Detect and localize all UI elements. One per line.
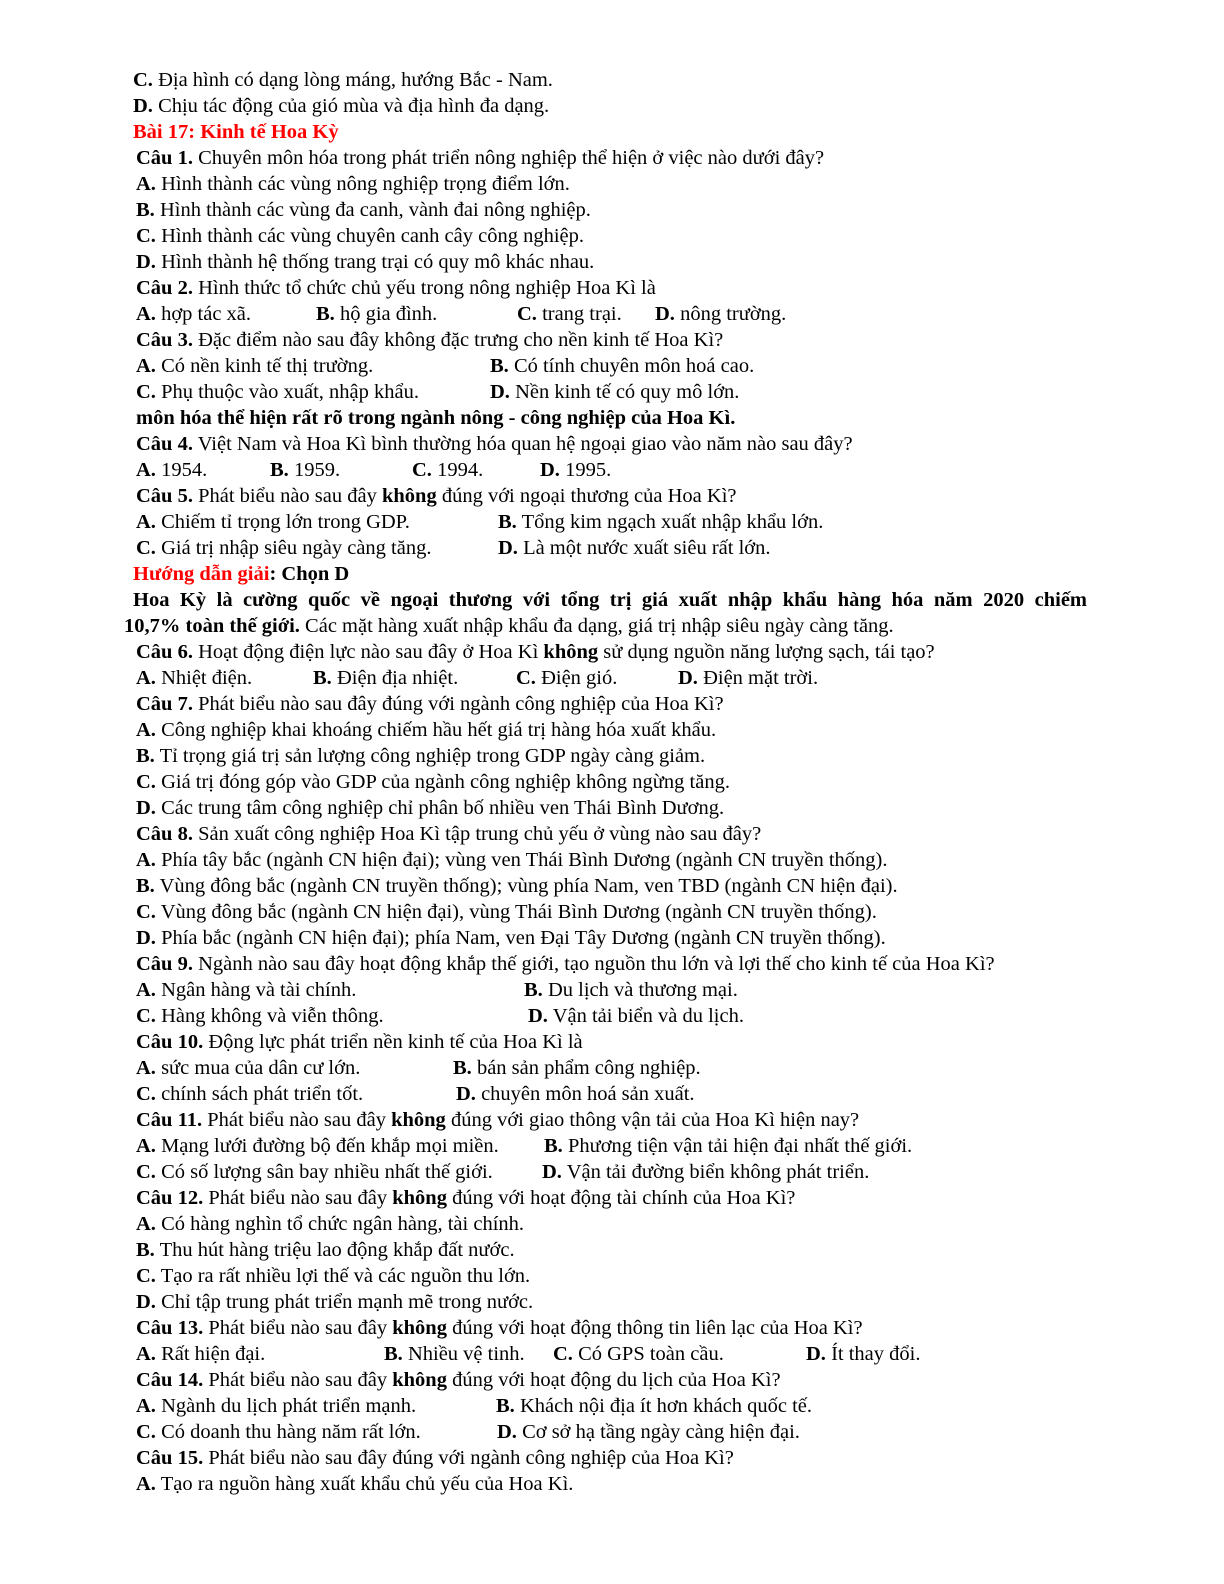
question-7 xyxy=(136,691,724,717)
q7-option-b xyxy=(136,743,705,769)
option-text: Giá trị nhập siêu ngày càng tăng. xyxy=(155,537,432,559)
guide-answer: : Chọn D xyxy=(269,563,350,585)
question-keyword: không xyxy=(543,641,599,663)
option-text: Có tính chuyên môn hoá cao. xyxy=(508,355,755,377)
option-key: D. xyxy=(136,927,156,949)
q8-option-a xyxy=(136,847,887,873)
option-text: Hình thành các vùng chuyên canh cây công nghiệp. xyxy=(155,225,585,247)
option-key: D. xyxy=(133,95,153,117)
option-key: C. xyxy=(136,1083,156,1105)
option-text: Điện gió. xyxy=(535,667,618,689)
option-text: Ít thay đổi. xyxy=(825,1343,921,1365)
option-text: Ngân hàng và tài chính. xyxy=(155,979,357,1001)
q3-option-a xyxy=(136,353,373,379)
question-text: Hoạt động điện lực nào sau đây ở Hoa Kì xyxy=(192,641,544,663)
explanation-text: Các mặt hàng xuất nhập khẩu đa dạng, giá trị nhập siêu ngày càng tăng. xyxy=(299,615,894,637)
option-key: A. xyxy=(136,511,156,533)
explanation-line-1: Hoa Kỳ là cường quốc về ngoại thương với tổng trị giá xuất nhập khẩu hàng hóa năm 2020 chiếm xyxy=(133,589,1087,611)
option-key: D. xyxy=(497,1421,517,1443)
question-number: Câu 11. xyxy=(136,1109,203,1131)
q6-option-d xyxy=(678,665,818,691)
question-number: Câu 8. xyxy=(136,823,193,845)
option-key: B. xyxy=(490,355,509,377)
option-key: A. xyxy=(136,1343,156,1365)
q14-option-c xyxy=(136,1419,421,1445)
guide-label: Hướng dẫn giải xyxy=(133,563,270,585)
q8-option-d xyxy=(136,925,886,951)
option-key: A. xyxy=(136,667,156,689)
option-key: D. xyxy=(136,251,156,273)
option-text: Là một nước xuất siêu rất lớn. xyxy=(517,537,771,559)
question-text: đúng với hoạt động thông tin liên lạc của Hoa Kì? xyxy=(446,1317,863,1339)
question-number: Câu 15. xyxy=(136,1447,204,1469)
q6-option-c xyxy=(516,665,617,691)
option-key: A. xyxy=(136,355,156,377)
question-text: Phát biểu nào sau đây xyxy=(203,1369,393,1391)
option-text: Hình thành các vùng nông nghiệp trọng điểm lớn. xyxy=(155,173,570,195)
question-text: đúng với hoạt động tài chính của Hoa Kì? xyxy=(446,1187,796,1209)
option-text: Tổng kim ngạch xuất nhập khẩu lớn. xyxy=(516,511,824,533)
option-text: Phương tiện vận tải hiện đại nhất thế giới. xyxy=(562,1135,913,1157)
option-key: D. xyxy=(678,667,698,689)
question-keyword: không xyxy=(391,1109,446,1131)
question-text: Phát biểu nào sau đây đúng với ngành công nghiệp của Hoa Kì? xyxy=(192,693,724,715)
question-9 xyxy=(136,951,995,977)
option-key: D. xyxy=(528,1005,548,1027)
question-text: Đặc điểm nào sau đây không đặc trưng cho nền kinh tế Hoa Kì? xyxy=(192,329,724,351)
option-text: hợp tác xã. xyxy=(155,303,252,325)
question-text: Phát biểu nào sau đây xyxy=(202,1109,392,1131)
option-text: Phụ thuộc vào xuất, nhập khẩu. xyxy=(155,381,419,403)
option-text: chuyên môn hoá sản xuất. xyxy=(475,1083,695,1105)
option-key: A. xyxy=(136,719,156,741)
question-5 xyxy=(136,483,737,509)
option-text: Các trung tâm công nghiệp chỉ phân bố nhiều ven Thái Bình Dương. xyxy=(155,797,725,819)
option-text: Tỉ trọng giá trị sản lượng công nghiệp trong GDP ngày càng giảm. xyxy=(154,745,706,767)
question-number: Câu 5. xyxy=(136,485,193,507)
option-text: Có doanh thu hàng năm rất lớn. xyxy=(155,1421,421,1443)
option-d xyxy=(133,93,549,119)
q6-option-a xyxy=(136,665,252,691)
option-text: Có số lượng sân bay nhiều nhất thế giới. xyxy=(155,1161,493,1183)
q5-option-c xyxy=(136,535,431,561)
option-text: 1959. xyxy=(288,459,341,481)
q11-option-c xyxy=(136,1159,493,1185)
option-key: D. xyxy=(806,1343,826,1365)
option-text: Cơ sở hạ tầng ngày càng hiện đại. xyxy=(516,1421,800,1443)
option-key: B. xyxy=(313,667,332,689)
question-number: Câu 14. xyxy=(136,1369,204,1391)
q11-option-b xyxy=(544,1133,912,1159)
option-key: D. xyxy=(540,459,560,481)
question-number: Câu 1. xyxy=(136,147,193,169)
question-text: Chuyên môn hóa trong phát triển nông nghiệp thể hiện ở việc nào dưới đây? xyxy=(192,147,825,169)
question-10 xyxy=(136,1029,583,1055)
q4-option-a xyxy=(136,457,207,483)
option-text: bán sản phẩm công nghiệp. xyxy=(471,1057,701,1079)
question-number: Câu 10. xyxy=(136,1031,204,1053)
option-text: Vùng đông bắc (ngành CN truyền thống); vùng phía Nam, ven TBD (ngành CN hiện đại). xyxy=(154,875,898,897)
q5-option-b xyxy=(498,509,823,535)
q11-option-a xyxy=(136,1133,499,1159)
question-number: Câu 4. xyxy=(136,433,193,455)
option-text: Chỉ tập trung phát triển mạnh mẽ trong nước. xyxy=(155,1291,534,1313)
q2-option-b xyxy=(316,301,437,327)
question-13 xyxy=(136,1315,863,1341)
option-c xyxy=(133,67,553,93)
q4-option-d xyxy=(540,457,611,483)
option-text: Nền kinh tế có quy mô lớn. xyxy=(509,381,740,403)
option-text: Có hàng nghìn tổ chức ngân hàng, tài chính. xyxy=(155,1213,525,1235)
question-2 xyxy=(136,275,656,301)
lesson-title: Bài 17: Kinh tế Hoa Kỳ xyxy=(133,121,339,143)
question-text: Phát biểu nào sau đây xyxy=(192,485,382,507)
option-text: Vận tải đường biển không phát triển. xyxy=(561,1161,870,1183)
question-keyword: không xyxy=(392,1369,447,1391)
q12-option-d xyxy=(136,1289,533,1315)
question-number: Câu 9. xyxy=(136,953,193,975)
option-key: B. xyxy=(316,303,335,325)
option-text: Điện mặt trời. xyxy=(697,667,819,689)
explanation-bold: 10,7% toàn thế giới. xyxy=(124,615,300,637)
question-number: Câu 2. xyxy=(136,277,193,299)
option-key: C. xyxy=(133,69,153,91)
question-text: Động lực phát triển nền kinh tế của Hoa Kì là xyxy=(203,1031,583,1053)
q10-option-a xyxy=(136,1055,360,1081)
option-text: Tạo ra nguồn hàng xuất khẩu chủ yếu của Hoa Kì. xyxy=(155,1473,574,1495)
question-1 xyxy=(136,145,824,171)
question-keyword: không xyxy=(392,1187,447,1209)
explanation-line-2 xyxy=(124,613,894,639)
option-key: B. xyxy=(453,1057,472,1079)
option-text: Chịu tác động của gió mùa và địa hình đa dạng. xyxy=(152,95,550,117)
option-text: sức mua của dân cư lớn. xyxy=(155,1057,361,1079)
option-text: chính sách phát triển tốt. xyxy=(155,1083,364,1105)
option-key: C. xyxy=(517,303,537,325)
option-key: B. xyxy=(136,875,155,897)
option-key: A. xyxy=(136,849,156,871)
question-keyword: không xyxy=(381,485,437,507)
q1-option-a xyxy=(136,171,570,197)
q2-option-d xyxy=(655,301,786,327)
option-key: B. xyxy=(136,199,155,221)
option-key: D. xyxy=(136,1291,156,1313)
q1-option-d xyxy=(136,249,594,275)
option-text: Ngành du lịch phát triển mạnh. xyxy=(155,1395,417,1417)
option-key: C. xyxy=(136,225,156,247)
option-key: C. xyxy=(412,459,432,481)
question-4 xyxy=(136,431,853,457)
option-text: Có GPS toàn cầu. xyxy=(572,1343,724,1365)
option-key: C. xyxy=(553,1343,573,1365)
q9-option-a xyxy=(136,977,356,1003)
option-text: Có nền kinh tế thị trường. xyxy=(155,355,374,377)
option-key: C. xyxy=(136,901,156,923)
q7-option-c xyxy=(136,769,730,795)
question-text: Hình thức tổ chức chủ yếu trong nông nghiệp Hoa Kì là xyxy=(192,277,656,299)
option-key: B. xyxy=(524,979,543,1001)
q3-option-c xyxy=(136,379,419,405)
option-key: D. xyxy=(456,1083,476,1105)
q13-option-a xyxy=(136,1341,265,1367)
option-text: Du lịch và thương mại. xyxy=(542,979,738,1001)
option-text: Nhiều vệ tinh. xyxy=(402,1343,525,1365)
question-text: Sản xuất công nghiệp Hoa Kì tập trung chủ yếu ở vùng nào sau đây? xyxy=(192,823,762,845)
option-key: C. xyxy=(136,771,156,793)
question-text: Phát biểu nào sau đây đúng với ngành công nghiệp của Hoa Kì? xyxy=(203,1447,734,1469)
q11-option-d xyxy=(542,1159,869,1185)
question-12 xyxy=(136,1185,795,1211)
q3-option-d xyxy=(490,379,739,405)
option-key: B. xyxy=(496,1395,515,1417)
question-text: Phát biểu nào sau đây xyxy=(203,1187,393,1209)
q12-option-b xyxy=(136,1237,515,1263)
option-key: A. xyxy=(136,459,156,481)
option-key: A. xyxy=(136,979,156,1001)
option-text: Địa hình có dạng lòng máng, hướng Bắc - Nam. xyxy=(152,69,553,91)
option-text: Vùng đông bắc (ngành CN hiện đại), vùng Thái Bình Dương (ngành CN truyền thống). xyxy=(155,901,877,923)
option-text: Chiếm tỉ trọng lớn trong GDP. xyxy=(155,511,410,533)
option-text: Phía tây bắc (ngành CN hiện đại); vùng ven Thái Bình Dương (ngành CN truyền thống). xyxy=(155,849,888,871)
question-3 xyxy=(136,327,723,353)
option-key: B. xyxy=(498,511,517,533)
option-key: A. xyxy=(136,1057,156,1079)
q10-option-c xyxy=(136,1081,363,1107)
q8-option-b xyxy=(136,873,898,899)
option-text: Hình thành các vùng đa canh, vành đai nông nghiệp. xyxy=(154,199,591,221)
option-text: Vận tải biển và du lịch. xyxy=(547,1005,744,1027)
question-text: đúng với hoạt động du lịch của Hoa Kì? xyxy=(446,1369,781,1391)
q1-option-b xyxy=(136,197,591,223)
question-8 xyxy=(136,821,761,847)
option-key: B. xyxy=(270,459,289,481)
q13-option-c xyxy=(553,1341,724,1367)
option-text: Rất hiện đại. xyxy=(155,1343,266,1365)
option-key: D. xyxy=(655,303,675,325)
q9-option-d xyxy=(528,1003,744,1029)
option-text: Hàng không và viễn thông. xyxy=(155,1005,384,1027)
q5-option-d xyxy=(498,535,770,561)
q10-option-d xyxy=(456,1081,695,1107)
option-key: A. xyxy=(136,1473,156,1495)
option-key: C. xyxy=(136,1421,156,1443)
option-key: B. xyxy=(136,1239,155,1261)
option-key: D. xyxy=(498,537,518,559)
option-key: A. xyxy=(136,1395,156,1417)
q14-option-d xyxy=(497,1419,800,1445)
option-text: Nhiệt điện. xyxy=(155,667,253,689)
q9-option-b xyxy=(524,977,738,1003)
option-key: B. xyxy=(136,745,155,767)
question-6 xyxy=(136,639,935,665)
option-text: 1954. xyxy=(155,459,208,481)
question-keyword: không xyxy=(392,1317,447,1339)
option-text: Tạo ra rất nhiều lợi thế và các nguồn thu lớn. xyxy=(155,1265,531,1287)
q13-option-d xyxy=(806,1341,920,1367)
q10-option-b xyxy=(453,1055,701,1081)
question-text: Phát biểu nào sau đây xyxy=(203,1317,393,1339)
q2-option-c xyxy=(517,301,622,327)
question-11 xyxy=(136,1107,859,1133)
option-text: Điện địa nhiệt. xyxy=(331,667,459,689)
option-text: 1994. xyxy=(431,459,484,481)
q7-option-d xyxy=(136,795,724,821)
q7-option-a xyxy=(136,717,716,743)
option-key: A. xyxy=(136,1213,156,1235)
question-number: Câu 6. xyxy=(136,641,193,663)
question-number: Câu 13. xyxy=(136,1317,204,1339)
q14-option-b xyxy=(496,1393,812,1419)
option-text: 1995. xyxy=(559,459,612,481)
q4-option-c xyxy=(412,457,483,483)
option-key: A. xyxy=(136,303,156,325)
option-text: Hình thành hệ thống trang trại có quy mô khác nhau. xyxy=(155,251,595,273)
option-text: Giá trị đóng góp vào GDP của ngành công nghiệp không ngừng tăng. xyxy=(155,771,730,793)
q6-option-b xyxy=(313,665,458,691)
option-text: trang trại. xyxy=(536,303,622,325)
q2-option-a xyxy=(136,301,251,327)
question-number: Câu 7. xyxy=(136,693,193,715)
option-text: nông trường. xyxy=(674,303,787,325)
option-key: C. xyxy=(136,1005,156,1027)
q3-note: môn hóa thể hiện rất rõ trong ngành nông - công nghiệp của Hoa Kì. xyxy=(136,407,736,429)
option-key: D. xyxy=(136,797,156,819)
option-key: C. xyxy=(136,1161,156,1183)
q14-option-a xyxy=(136,1393,416,1419)
option-key: D. xyxy=(490,381,510,403)
q12-option-c xyxy=(136,1263,530,1289)
option-text: Công nghiệp khai khoáng chiếm hầu hết giá trị hàng hóa xuất khẩu. xyxy=(155,719,717,741)
question-15 xyxy=(136,1445,734,1471)
question-text: đúng với ngoại thương của Hoa Kì? xyxy=(436,485,737,507)
guide-line xyxy=(133,561,349,587)
question-text: đúng với giao thông vận tải của Hoa Kì hiện nay? xyxy=(445,1109,860,1131)
q4-option-b xyxy=(270,457,340,483)
option-key: A. xyxy=(136,1135,156,1157)
question-text: Ngành nào sau đây hoạt động khắp thế giới, tạo nguồn thu lớn và lợi thế cho kinh tế của Hoa Kì? xyxy=(192,953,995,975)
option-key: B. xyxy=(384,1343,403,1365)
q9-option-c xyxy=(136,1003,384,1029)
q12-option-a xyxy=(136,1211,524,1237)
option-text: Thu hút hàng triệu lao động khắp đất nước. xyxy=(154,1239,515,1261)
question-text: Việt Nam và Hoa Kì bình thường hóa quan hệ ngoại giao vào năm nào sau đây? xyxy=(192,433,853,455)
option-key: B. xyxy=(544,1135,563,1157)
q13-option-b xyxy=(384,1341,525,1367)
option-key: C. xyxy=(136,1265,156,1287)
option-text: Phía bắc (ngành CN hiện đại); phía Nam, ven Đại Tây Dương (ngành CN truyền thống). xyxy=(155,927,886,949)
q15-option-a xyxy=(136,1471,573,1497)
q8-option-c xyxy=(136,899,877,925)
option-key: C. xyxy=(136,381,156,403)
option-key: C. xyxy=(136,537,156,559)
q1-option-c xyxy=(136,223,584,249)
option-text: Khách nội địa ít hơn khách quốc tế. xyxy=(514,1395,813,1417)
question-text: sử dụng nguồn năng lượng sạch, tái tạo? xyxy=(598,641,935,663)
option-key: D. xyxy=(542,1161,562,1183)
option-key: A. xyxy=(136,173,156,195)
question-14 xyxy=(136,1367,781,1393)
q5-option-a xyxy=(136,509,410,535)
option-text: hộ gia đình. xyxy=(334,303,438,325)
question-number: Câu 12. xyxy=(136,1187,204,1209)
option-text: Mạng lưới đường bộ đến khắp mọi miền. xyxy=(155,1135,499,1157)
question-number: Câu 3. xyxy=(136,329,193,351)
q3-option-b xyxy=(490,353,754,379)
option-key: C. xyxy=(516,667,536,689)
